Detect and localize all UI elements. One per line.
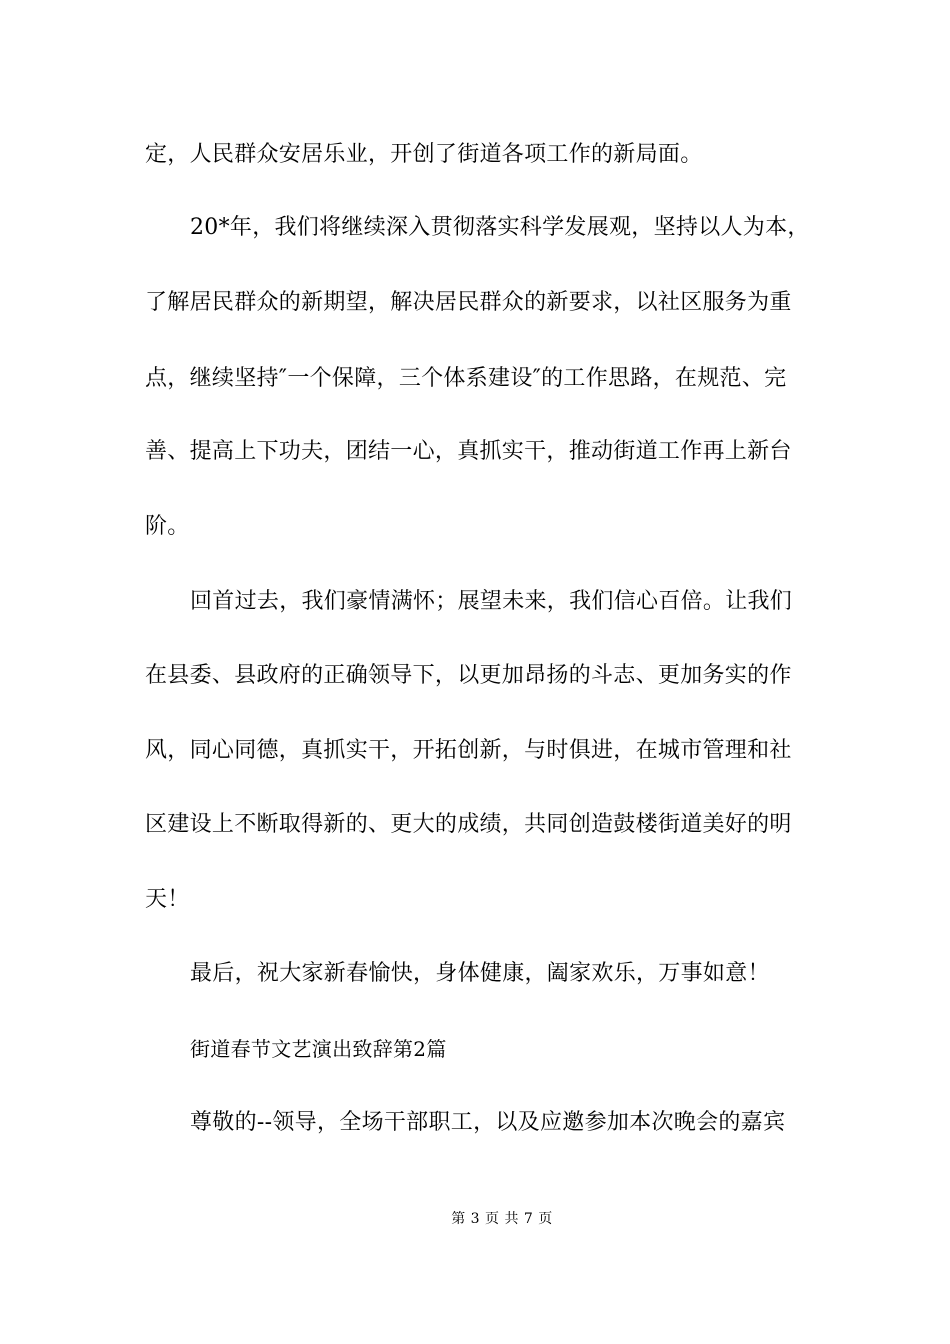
paragraph-line: 阶。 (145, 514, 190, 539)
page-number-footer: 第 3 页 共 7 页 (451, 1211, 553, 1227)
paragraph-line: 了解居民群众的新期望，解决居民群众的新要求，以社区服务为重 (145, 290, 792, 315)
paragraph-line: 区建设上不断取得新的、更大的成绩，共同创造鼓楼街道美好的明 (145, 812, 792, 837)
paragraph-line: 尊敬的--领导，全场干部职工，以及应邀参加本次晚会的嘉宾 (190, 1110, 786, 1135)
paragraph-line: 天！ (145, 887, 190, 912)
paragraph-line: 在县委、县政府的正确领导下，以更加昂扬的斗志、更加务实的作 (145, 663, 792, 688)
paragraph-line: 点，继续坚持″一个保障，三个体系建设″的工作思路，在规范、完 (145, 366, 787, 391)
paragraph-line: 风，同心同德，真抓实干，开拓创新，与时俱进，在城市管理和社 (145, 738, 792, 763)
paragraph-line: 善、提高上下功夫，团结一心，真抓实干，推动街道工作再上新台 (145, 439, 792, 464)
paragraph-line: 定，人民群众安居乐业，开创了街道各项工作的新局面。 (145, 142, 703, 167)
paragraph-line: 20*年，我们将继续深入贯彻落实科学发展观，坚持以人为本， (190, 215, 810, 240)
paragraph-line: 回首过去，我们豪情满怀；展望未来，我们信心百倍。让我们 (190, 589, 793, 614)
section-heading: 街道春节文艺演出致辞第2篇 (190, 1037, 447, 1061)
paragraph-line: 最后，祝大家新春愉快，身体健康，阖家欢乐，万事如意！ (190, 961, 770, 986)
